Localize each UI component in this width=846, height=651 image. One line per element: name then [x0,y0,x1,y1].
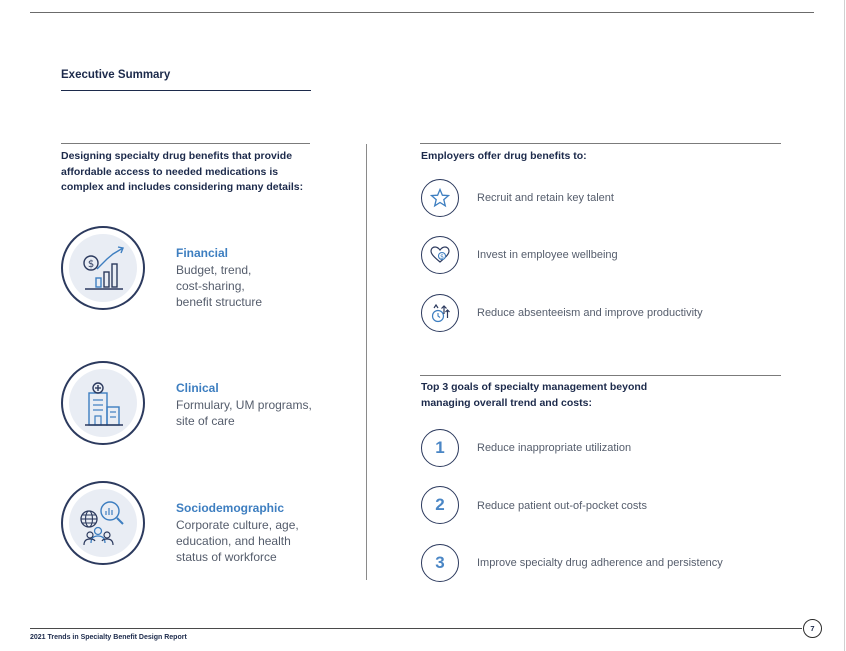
svg-text:$: $ [87,259,95,270]
sociodemographic-title: Sociodemographic [176,501,285,515]
page-number: 7 [803,619,822,638]
goal-number-ring [421,429,459,467]
goal-item: Improve specialty drug adherence and persistency [477,557,723,569]
benefit-icon-ring [421,236,459,274]
benefit-item: Recruit and retain key talent [477,192,614,204]
page-title: Executive Summary [61,69,171,81]
benefit-icon-ring [421,294,459,332]
financial-description: Budget, trend, cost-sharing, benefit structure [176,263,263,309]
heart-dollar-icon [430,245,450,265]
clinical-title: Clinical [176,381,219,395]
benefit-icon-ring [421,179,459,217]
goal-number: 3 [435,553,445,572]
left-column-rule [61,143,310,144]
svg-text:$: $ [440,253,444,261]
goal-number: 2 [435,495,445,514]
sociodemographic-description: Corporate culture, age, education, and health status of workforce [176,518,299,564]
goal-number: 1 [435,438,445,457]
benefits-heading: Employers offer drug benefits to: [421,150,587,162]
benefits-rule [420,143,781,144]
goal-item: Reduce inappropriate utilization [477,442,632,454]
benefit-item: Reduce absenteeism and improve productivity [477,307,703,319]
clinical-description: Formulary, UM programs, site of care [176,398,312,428]
financial-chart-icon [77,242,129,294]
goal-number-ring [421,486,459,524]
financial-title: Financial [176,246,229,260]
top-rule [30,12,814,13]
title-underline [61,90,311,91]
hospital-building-icon [77,377,129,429]
benefit-item: Invest in employee wellbeing [477,249,618,261]
clock-arrows-icon [430,303,450,323]
column-divider [366,144,367,580]
footer-rule [30,628,802,629]
goals-heading: Top 3 goals of specialty management beyond managing overall trend and costs: [421,381,648,409]
footer-report-title: 2021 Trends in Specialty Benefit Design Report [30,634,187,641]
globe-people-magnifier-icon [77,497,129,549]
financial-icon-circle [61,226,145,310]
goals-rule [420,375,781,376]
left-column-heading: Designing specialty drug benefits that provide affordable access to needed medications is complex and includes considering many details: [61,150,304,193]
star-icon [430,188,450,208]
goal-number-ring [421,544,459,582]
sociodemographic-icon-circle [61,481,145,565]
page-edge [844,0,845,651]
goal-item: Reduce patient out-of-pocket costs [477,500,647,512]
clinical-icon-circle [61,361,145,445]
